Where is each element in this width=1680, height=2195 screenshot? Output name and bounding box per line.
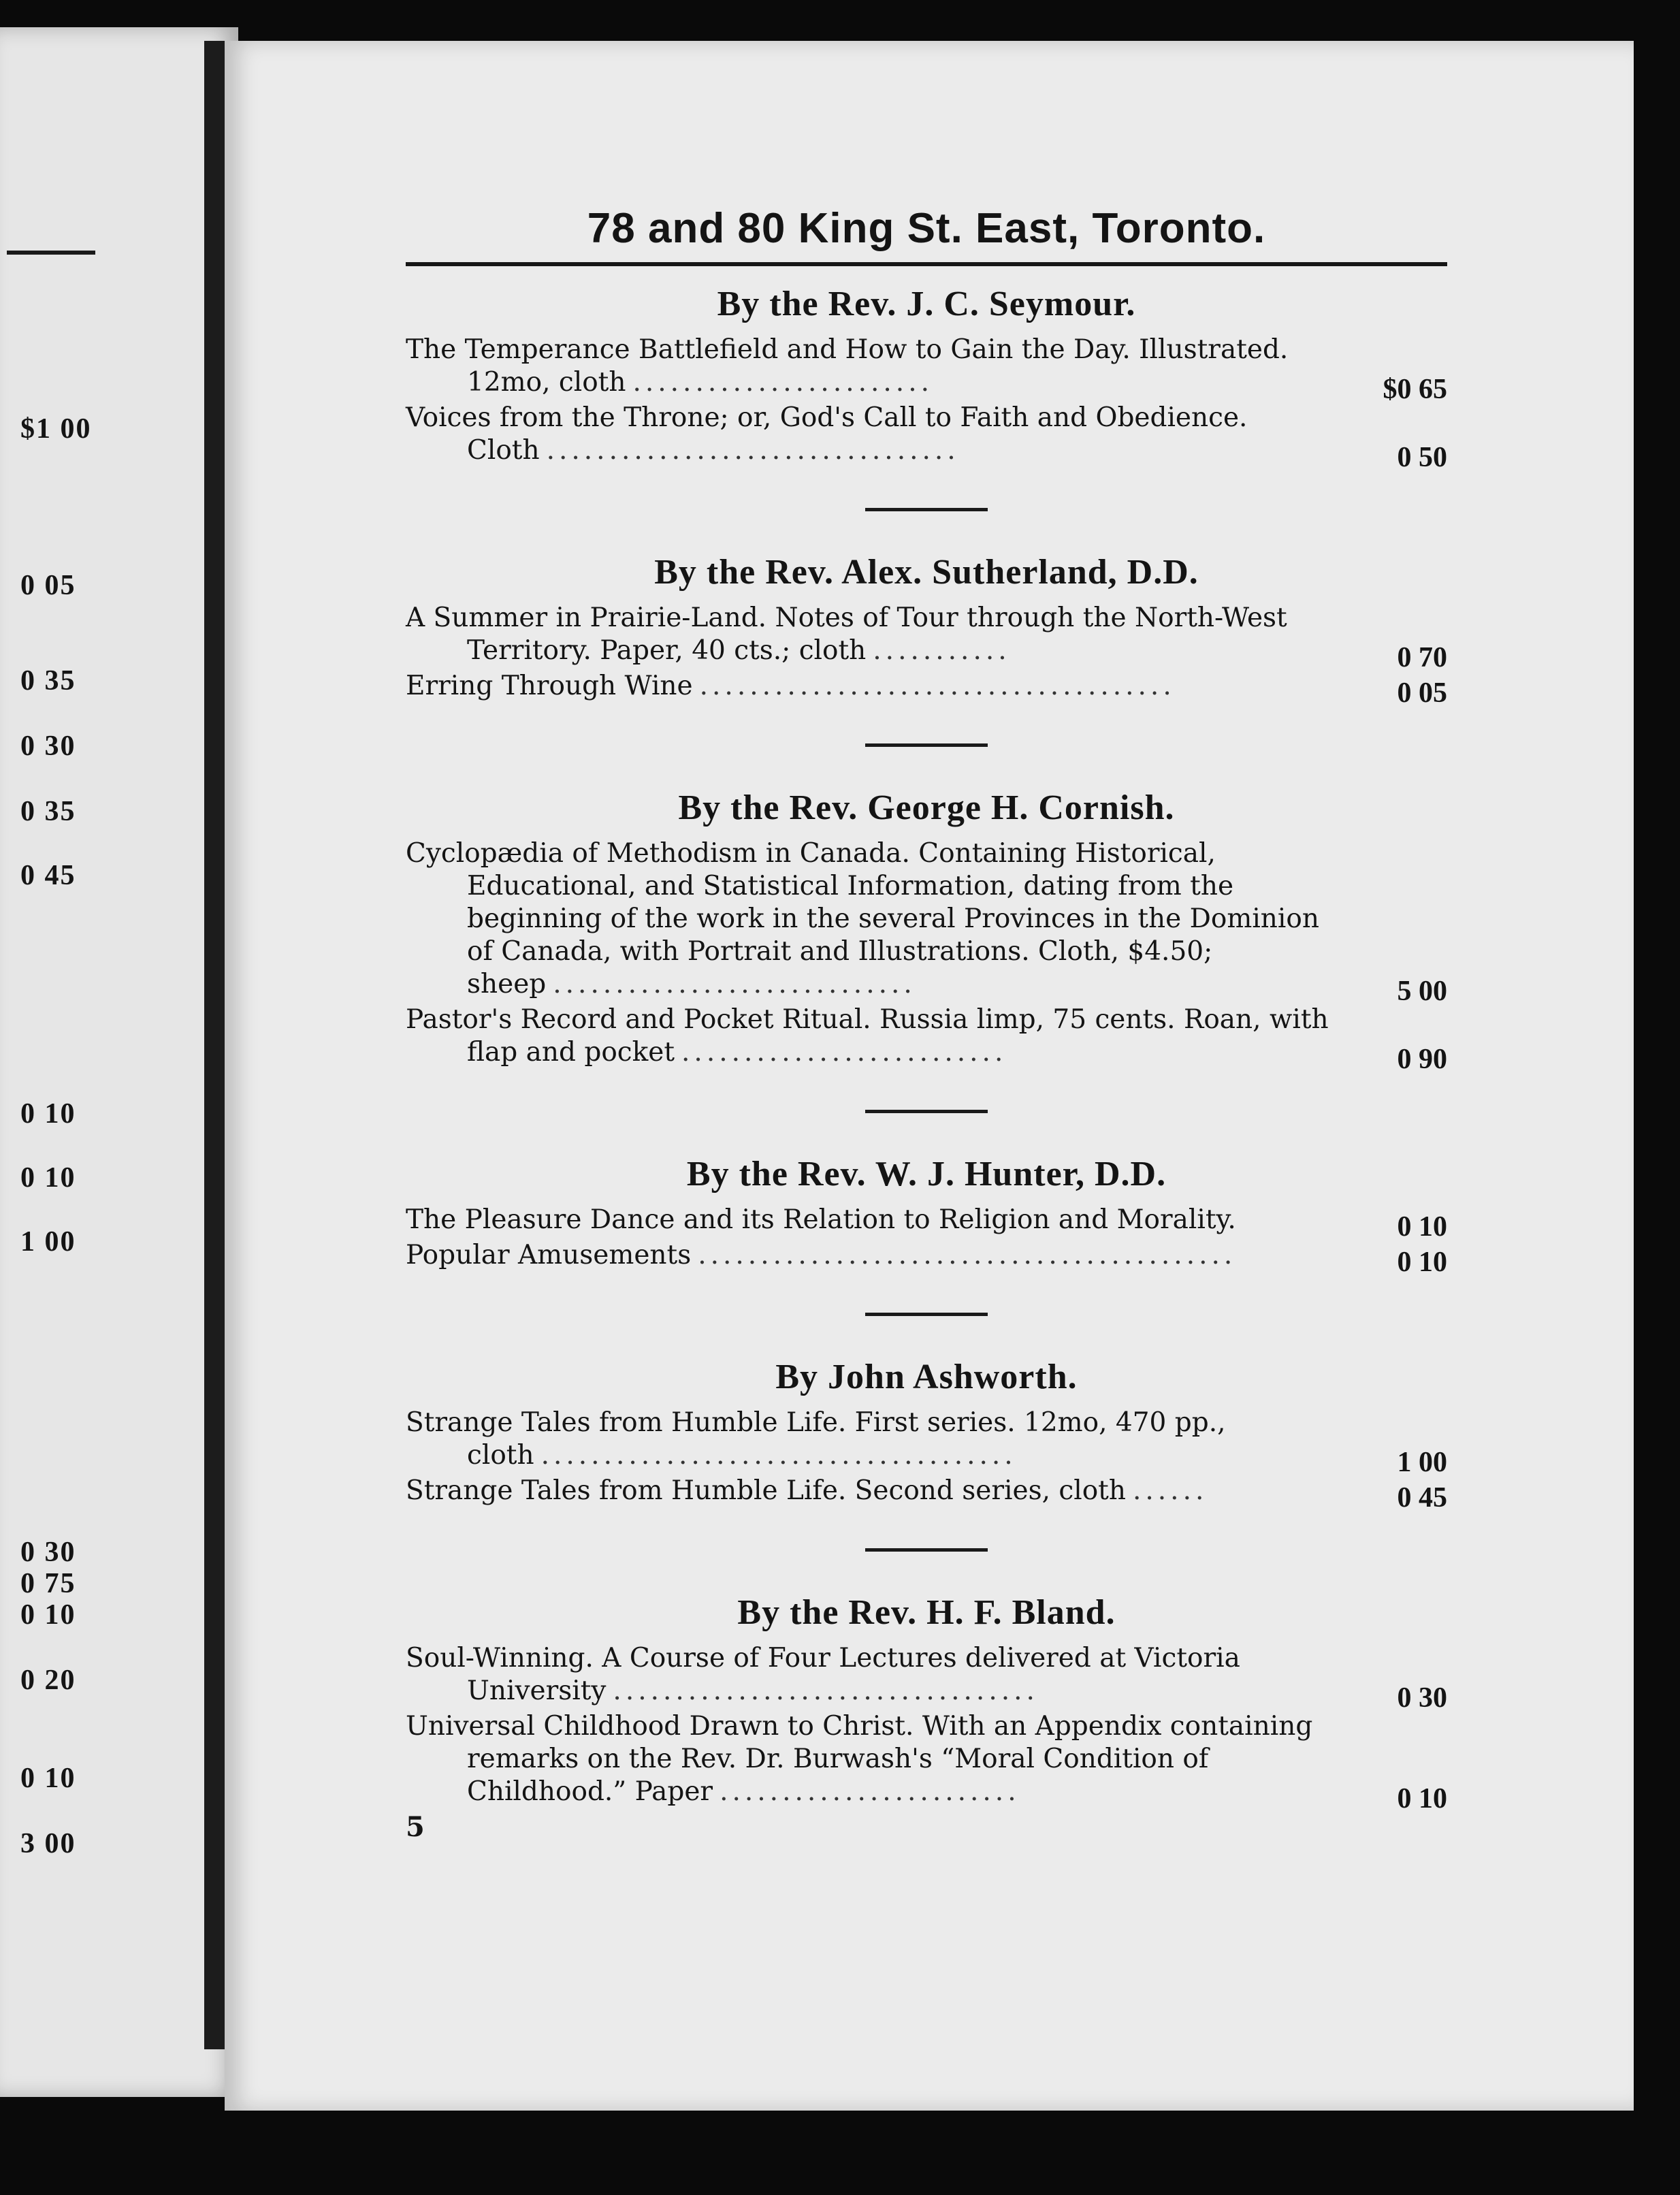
section-divider	[865, 1548, 988, 1552]
left-price: 0 30	[20, 731, 76, 762]
book-entry-text: Popular Amusements ...........................................	[406, 1240, 1237, 1270]
book-price: 0 10	[1397, 1211, 1447, 1243]
section-divider	[865, 1313, 988, 1316]
book-entry-text: Universal Childhood Drawn to Christ. With an Appendix containing remarks on the Rev. Dr. Burwash's “Moral Condition of Childhood.” Paper ........................	[406, 1711, 1313, 1807]
left-price: 0 45	[20, 860, 76, 891]
left-page-fragment	[0, 27, 238, 2097]
book-price: 5 00	[1397, 976, 1447, 1007]
left-price: 0 10	[20, 1098, 76, 1129]
section-divider	[865, 1110, 988, 1113]
author-section	[406, 552, 1447, 709]
running-head: 78 and 80 King St. East, Toronto.	[587, 205, 1266, 252]
book-price: 0 10	[1397, 1783, 1447, 1814]
left-price: 0 10	[20, 1162, 76, 1193]
book-entry	[406, 670, 1447, 709]
author-section	[406, 1592, 1447, 1814]
header-rule	[406, 262, 1447, 266]
left-price: 0 20	[20, 1665, 76, 1696]
book-price: 0 10	[1397, 1247, 1447, 1278]
left-price: 0 05	[20, 570, 76, 601]
left-price: 0 75	[20, 1568, 76, 1599]
author-heading: By the Rev. Alex. Sutherland, D.D.	[654, 553, 1199, 592]
left-price: 0 10	[20, 1763, 76, 1794]
book-price: 0 45	[1397, 1482, 1447, 1513]
section-divider	[865, 743, 988, 747]
book-entry	[406, 1642, 1447, 1714]
book-price: 0 70	[1397, 642, 1447, 673]
author-heading: By the Rev. J. C. Seymour.	[717, 285, 1136, 323]
book-price: 1 00	[1397, 1447, 1447, 1478]
left-price: 0 35	[20, 665, 76, 696]
author-heading: By the Rev. H. F. Bland.	[737, 1593, 1116, 1632]
left-price: $1 00	[20, 413, 92, 445]
book-price: 0 05	[1397, 677, 1447, 709]
book-entry	[406, 1239, 1447, 1278]
author-heading: By the Rev. George H. Cornish.	[678, 788, 1175, 827]
left-price: 3 00	[20, 1828, 76, 1859]
book-entry	[406, 334, 1447, 405]
book-entry	[406, 1407, 1447, 1478]
book-entry-text: Strange Tales from Humble Life. Second series, cloth ......	[406, 1475, 1208, 1506]
section-divider	[865, 508, 988, 511]
left-page-rule	[7, 251, 95, 255]
left-price: 0 35	[20, 796, 76, 827]
book-entry-text: Strange Tales from Humble Life. First series. 12mo, 470 pp., cloth ......................................	[406, 1407, 1226, 1471]
catalog-content	[406, 204, 1447, 1843]
book-entry-text: The Temperance Battlefield and How to Gain the Day. Illustrated. 12mo, cloth ........................	[406, 334, 1289, 398]
book-price: 0 30	[1397, 1682, 1447, 1714]
author-section	[406, 788, 1447, 1075]
author-section	[406, 284, 1447, 473]
book-entry	[406, 602, 1447, 673]
book-entry-text: Cyclopædia of Methodism in Canada. Containing Historical, Educational, and Statistical Information, dating from the beginning of the work in the several Provinces in the Dominion of Canada, with Portrait and Illustrations. Cloth, $4.50; sheep .............................	[406, 838, 1319, 999]
left-price: 0 10	[20, 1599, 76, 1631]
book-entry-text: Soul-Winning. A Course of Four Lectures delivered at Victoria University ..................................	[406, 1643, 1240, 1706]
book-entry	[406, 837, 1447, 1007]
book-price: 0 90	[1397, 1044, 1447, 1075]
book-entry-text: The Pleasure Dance and its Relation to Religion and Morality.	[406, 1204, 1236, 1235]
author-section	[406, 1357, 1447, 1513]
book-entry	[406, 402, 1447, 473]
book-entry-text: Voices from the Throne; or, God's Call to Faith and Obedience. Cloth .................................	[406, 402, 1248, 466]
book-gutter	[204, 41, 225, 2049]
left-price: 0 30	[20, 1537, 76, 1568]
book-price: $0 65	[1383, 374, 1447, 405]
page-number: 5	[406, 1811, 425, 1843]
author-heading: By John Ashworth.	[775, 1358, 1078, 1396]
author-heading: By the Rev. W. J. Hunter, D.D.	[686, 1155, 1167, 1193]
book-entry-text: Pastor's Record and Pocket Ritual. Russia limp, 75 cents. Roan, with flap and pocket ..........................	[406, 1004, 1329, 1068]
book-price: 0 50	[1397, 442, 1447, 473]
book-entry-text: Erring Through Wine ......................................	[406, 671, 1176, 701]
book-entry	[406, 1004, 1447, 1075]
book-entry	[406, 1710, 1447, 1814]
left-price: 1 00	[20, 1226, 76, 1257]
book-entry-text: A Summer in Prairie-Land. Notes of Tour through the North-West Territory. Paper, 40 cts.; cloth ...........	[406, 603, 1287, 666]
book-entry	[406, 1204, 1447, 1243]
book-entry	[406, 1475, 1447, 1513]
author-section	[406, 1154, 1447, 1278]
